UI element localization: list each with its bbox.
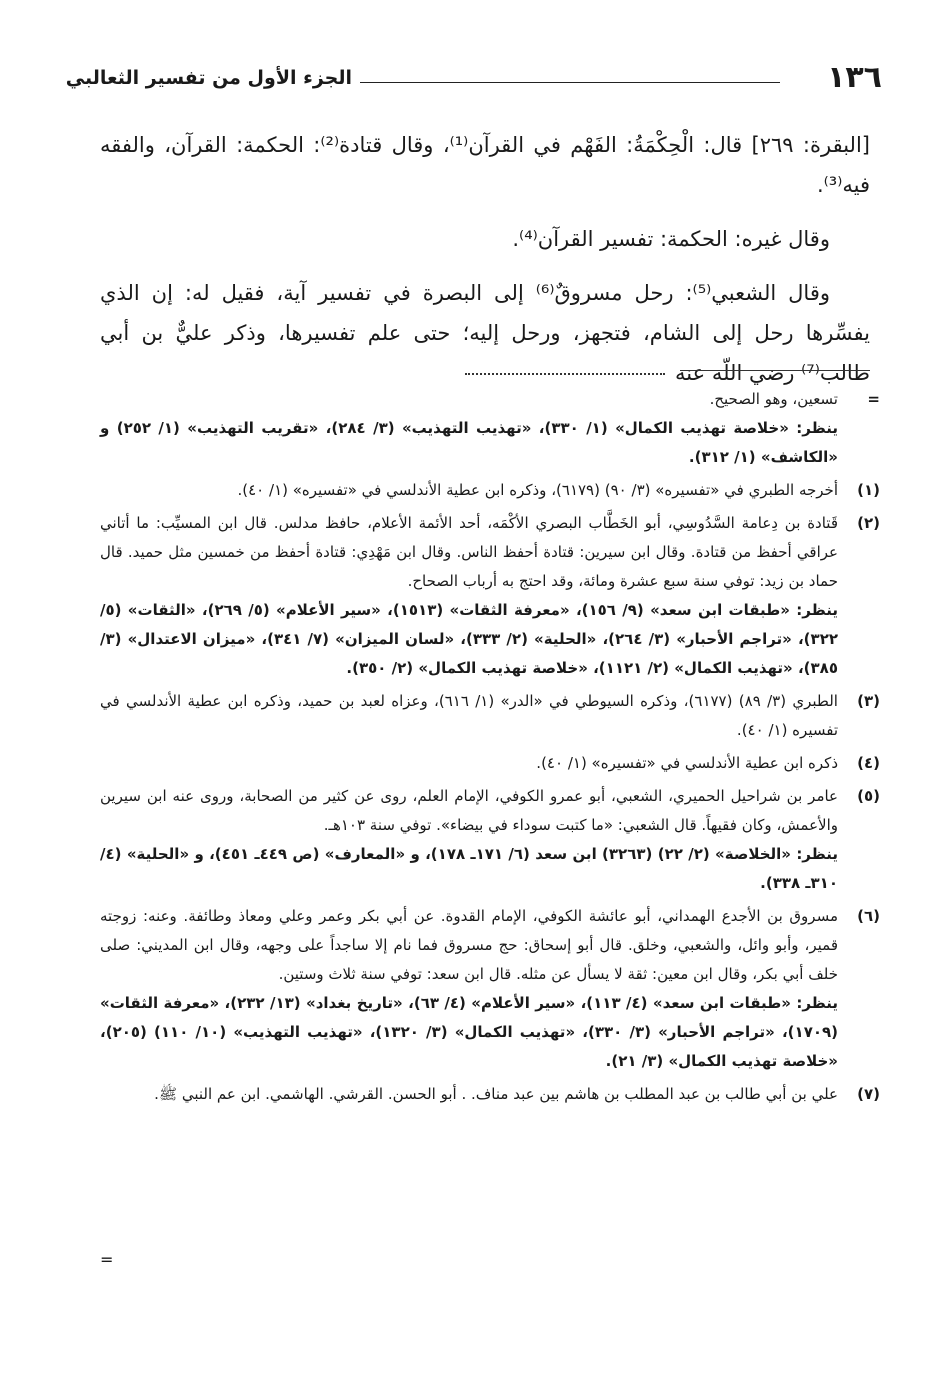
page-header — [65, 60, 882, 100]
footnote-body — [100, 782, 838, 898]
footnote-sources: ينظر: «الخلاصة» (٢/ ٢٢) (٣٢٦٣) ابن سعد (٦/ ١٧١ـ ١٧٨)، و «المعارف» (ص ٤٤٩ـ ٤٥١)، و «الحلية» (٤/ ٣١٠ـ ٣٣٨). — [100, 845, 839, 892]
footnote-body — [100, 385, 838, 472]
footnote-number: (١) — [857, 481, 880, 499]
footnote-body — [100, 902, 838, 1076]
footnote-number: = — [867, 390, 880, 408]
dotted-leader — [465, 373, 665, 375]
footnote-number: (٢) — [857, 514, 880, 532]
footnote-body — [100, 476, 838, 505]
main-paragraph: [البقرة: ٢٦٩] قال: الْحِكْمَةُ: الفَهْم في القرآن⁽¹⁾، وقال قتادة⁽²⁾: الحكمة: القرآن، والفقه فيه⁽³⁾. — [100, 133, 870, 197]
footnote — [100, 476, 880, 505]
footnote-text: علي بن أبي طالب بن عبد المطلب بن هاشم بين عبد مناف. . أبو الحسن. القرشي. الهاشمي. ابن عم النبي ﷺ. — [154, 1085, 838, 1103]
footnote-sources: ينظر: «طبقات ابن سعد» (٩/ ١٥٦)، «معرفة الثقات» (١٥١٣)، «سير الأعلام» (٥/ ٢٦٩)، «الثقات» (٥/ ٣٢٢)، «تراجم الأحبار» (٣/ ٢٦٤)، «الحلية» (٢/ ٣٣٣)، «لسان الميزان» (٧/ ٣٤١)، «ميزان الاعتدال» (٣/ ٣٨٥)، «تهذيب الكمال» (٢/ ١١٢١)، «خلاصة تهذيب الكمال» (٢/ ٣٥٠). — [100, 601, 839, 677]
footnote-text: عامر بن شراحيل الحميري، الشعبي، أبو عمرو الكوفي، الإمام العلم، روى عن كثير من الصحابة، وروى عنه ابن سيرين والأعمش، وكان فقيهاً. قال الشعبي: «ما كتبت سوداء في بيضاء». توفي سنة ١٠٣هـ. — [100, 787, 838, 834]
main-text — [100, 125, 870, 393]
footnote-text: أخرجه الطبري في «تفسيره» (٣/ ٩٠) (٦١٧٩)، وذكره ابن عطية الأندلسي في «تفسيره» (١/ ٤٠). — [237, 481, 838, 499]
footnote-text: الطبري (٣/ ٨٩) (٦١٧٧)، وذكره السيوطي في «الدر» (١/ ٦١٦)، وعزاه لعبد بن حميد، وذكره ابن عطية الأندلسي في تفسيره (١/ ٤٠). — [100, 692, 838, 739]
footnote-body — [100, 687, 838, 745]
footnote — [100, 782, 880, 898]
running-title: الجزء الأول من تفسير الثعالبي — [58, 67, 360, 89]
footnote-number: (٣) — [857, 692, 880, 710]
footnote-body — [100, 749, 838, 778]
footnote-body — [100, 509, 838, 683]
footnote — [100, 902, 880, 1076]
footnote-sources: ينظر: «خلاصة تهذيب الكمال» (١/ ٣٣٠)، «تهذيب التهذيب» (٣/ ٢٨٤)، «تقريب التهذيب» (١/ ٢٥٢) و «الكاشف» (١/ ٣١٢). — [100, 419, 838, 466]
footnotes — [100, 385, 880, 1113]
footnote-number: (٥) — [857, 787, 880, 805]
footnote — [100, 749, 880, 778]
continuation-mark: = — [100, 1250, 114, 1269]
main-paragraph — [100, 273, 870, 393]
footnote-text: مسروق بن الأجدع الهمداني، أبو عائشة الكوفي، الإمام القدوة. عن أبي بكر وعمر وعلي ومعاذ وطائفة. وعنه: زوجته قمير، وأبو وائل، والشعبي، وخلق. قال أبو إسحاق: حج مسروق فما نام إلا ساجداً على وجهه، وقال ابن المديني: صلى خلف أبي بكر، وقال ابن معين: ثقة لا يسأل عن مثله. قال ابن سعد: توفي سنة ثلاث وستين. — [100, 907, 838, 983]
footnote — [100, 687, 880, 745]
footnote-number: (٤) — [857, 754, 880, 772]
footnote — [100, 1080, 880, 1109]
book-page — [65, 0, 882, 1381]
footnote-text: ذكره ابن عطية الأندلسي في «تفسيره» (١/ ٤٠). — [536, 754, 838, 772]
footnote-number: (٦) — [857, 907, 880, 925]
main-paragraph-text: وقال الشعبي⁽⁵⁾: رحل مسروقٌ⁽⁶⁾ إلى البصرة في تفسير آية، فقيل له: إن الذي يفسِّرها رحل إلى الشام، فتجهز، ورحل إليه؛ حتى علم تفسيرها، وذكر عليٌّ بن أبي طالب⁽⁷⁾ رضي اللّه عنه — [100, 281, 870, 385]
main-paragraph: وقال غيره: الحكمة: تفسير القرآن⁽⁴⁾. — [512, 227, 830, 251]
footnote-number: (٧) — [857, 1085, 880, 1103]
footnote-text: تسعين، وهو الصحيح. — [709, 390, 838, 408]
page-number: ١٣٦ — [827, 60, 882, 95]
footnote — [100, 385, 880, 472]
footnote-text: قَتادة بن دِعامة السَّدُوسِي، أبو الخَطَّاب البصري الأكْمَه، أحد الأئمة الأعلام، حافظ مدلس. قال ابن المسيِّب: ما أتاني عراقي أحفظ من قتادة. وقال ابن سيرين: قتادة أحفظ الناس. وقال ابن مَهْدِي: قتادة أحفظ من خمسين مثل حميد. قال حماد بن زيد: توفي سنة سبع عشرة ومائة، وقد احتج به أرباب الصحاح. — [100, 514, 838, 590]
footnote-sources: ينظر: «طبقات ابن سعد» (٤/ ١١٣)، «سير الأعلام» (٤/ ٦٣)، «تاريخ بغداد» (١٣/ ٢٣٢)، «معرفة الثقات» (١٧٠٩)، «تراجم الأحبار» (٣/ ٣٣٠)، «تهذيب الكمال» (٣/ ١٣٢٠)، «تهذيب التهذيب» (١٠/ ١١٠) (٢٠٥)، «خلاصة تهذيب الكمال» (٣/ ٢١). — [100, 994, 839, 1070]
footnote-body — [100, 1080, 838, 1109]
footnote — [100, 509, 880, 683]
footnote-separator — [680, 370, 870, 371]
